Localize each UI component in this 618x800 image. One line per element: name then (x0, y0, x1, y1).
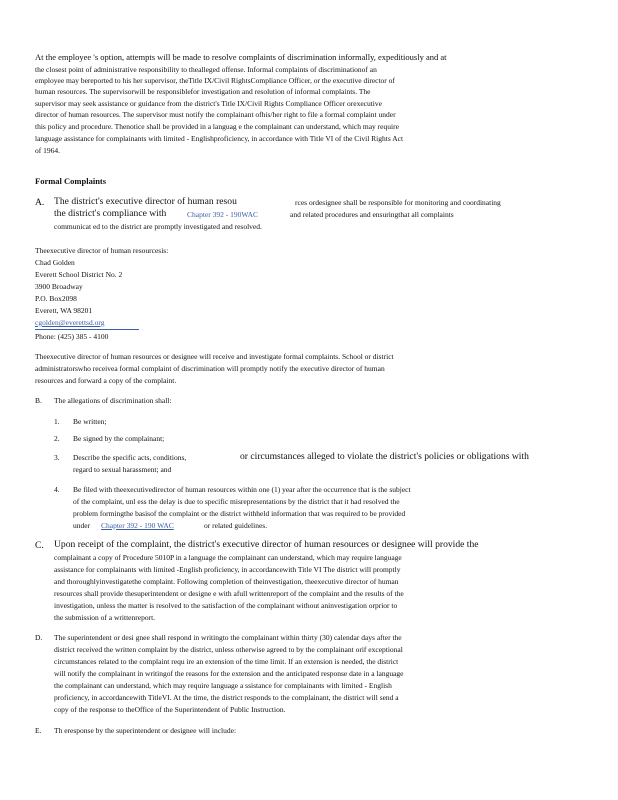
section-c-line: resources shall provide thesuperintendent or designe e with afull writtenreport of the complaint and the results of the (54, 589, 404, 598)
section-a-line2-small: and related procedures and ensuringthat all complaints (290, 210, 454, 219)
section-a-line1-small: rces ordesignee shall be responsible for monitoring and coordinating (295, 198, 501, 207)
chapter-link[interactable]: Chapter 392 - 190WAC (187, 210, 259, 219)
section-a-line1-big: The district's executive director of human resou (54, 196, 237, 207)
section-b-intro: The allegations of discrimination shall: (54, 396, 172, 405)
list-item-line: of the complaint, unl ess the delay is due to specific misrepresentations by the district that it had resolved the (73, 497, 400, 506)
section-d-line: district received the written complaint by the district, unless otherwise agreed to by the complainant orif exceptional (54, 645, 403, 654)
list-item-small: Describe the specific acts, conditions, (73, 453, 187, 462)
section-a-line3: communicat ed to the district are promptly investigated and resolved. (54, 222, 262, 231)
section-marker: E. (35, 726, 42, 735)
section-c-line: complainant a copy of Procedure 5010P in a language the complainant can understand, which may require language (54, 553, 402, 562)
contact-city: Everett, WA 98201 (35, 306, 93, 315)
list-item-line: or related guidelines. (204, 521, 268, 530)
contact-phone: Phone: (425) 385 - 4100 (35, 332, 109, 341)
section-d-line: proficiency, in accordancewith TitleVI. At the time, the district responds to the complainant, the district will send a (54, 693, 399, 702)
list-item-number: 3. (54, 453, 60, 462)
section-c-big: Upon receipt of the complaint, the district's executive director of human resources or designee will provide the (54, 539, 479, 550)
chapter-link[interactable]: Chapter 392 - 190 WAC (101, 521, 174, 530)
section-a-after-line: administratorswho receivea formal complaint of discrimination will promptly notify the executive director of human (35, 364, 385, 373)
list-item-number: 1. (54, 417, 60, 426)
section-c-line: the submission of a writtenreport. (54, 613, 156, 622)
formal-complaints-heading: Formal Complaints (35, 176, 107, 186)
section-d-line: copy of the response to theOffice of the Superintendent of Public Instruction. (54, 705, 286, 714)
list-item-cont: regard to sexual harassment; and (73, 465, 172, 474)
section-d-line: circumstances related to the complaint requ ire an extension of the time limit. If an extension is needed, the district (54, 657, 399, 666)
email-underline (35, 329, 139, 330)
section-marker: C. (35, 540, 44, 551)
list-item-line: problem formingthe basisof the complaint or the district withheld information that was required to be provided (73, 509, 406, 518)
section-a-after-line: Theexecutive director of human resources or designee will receive and investigate formal complaints. School or district (35, 352, 394, 361)
section-d-line: The superintendent or desi gnee shall respond in writingto the complainant within thirty (30) calendar days after the (54, 633, 402, 642)
list-item-big: or circumstances alleged to violate the district's policies or obligations with (240, 451, 529, 462)
intro-line: employee may bereported to his her supervisor, theTitle IX/Civil RightsCompliance Officer, or the executive director of (35, 76, 395, 85)
contact-label: Theexecutive director of human resourcesis: (35, 246, 169, 255)
intro-line: human resources. The supervisorwill be responsiblefor investigation and resolution of informal complaints. The (35, 87, 371, 96)
intro-line: this policy and procedure. Thenotice shall be provided in a languag e the complainant can understand, which may require (35, 122, 399, 131)
list-item: Be written; (73, 417, 107, 426)
section-c-line: assistance for complainants with limited -English proficiency, in accordancewith Title VI The district will promptly (54, 565, 401, 574)
list-item-number: 2. (54, 434, 60, 443)
section-d-line: will notify the complainant in writingof the reasons for the extension and the anticipated response date in a language (54, 669, 404, 678)
intro-line: supervisor may seek assistance or guidance from the district's Title IX/Civil Rights Compliance Officer orexecutive (35, 99, 382, 108)
intro-line: language assistance for complainants with limited - Englishproficiency, in accordance with Title VI of the Civil Rights Act (35, 134, 404, 143)
contact-name: Chad Golden (35, 258, 75, 267)
section-a-after-line: resources and forward a copy of the complaint. (35, 376, 177, 385)
contact-email-link[interactable]: cgolden@everettsd.org (35, 318, 105, 327)
section-d-line: the complainant can understand, which may require language a ssistance for complainants with limited - English (54, 681, 392, 690)
contact-street: 3900 Broadway (35, 282, 83, 291)
list-item-line: Be filed with theexecutivedirector of human resources within one (1) year after the occurrence that is the subject (73, 485, 411, 494)
section-marker: B. (35, 396, 42, 405)
contact-po: P.O. Box2098 (35, 294, 77, 303)
section-marker: A. (35, 197, 45, 208)
intro-line: the closest point of administrative responsibility to thealleged offense. Informal complaints of discriminationof an (35, 65, 377, 74)
list-item: Be signed by the complainant; (73, 434, 165, 443)
contact-org: Everett School District No. 2 (35, 270, 123, 279)
section-c-line: and thoroughlyinvestigatethe complaint. Following completion of theinvestigation, theexecutive director of human (54, 577, 399, 586)
section-marker: D. (35, 633, 43, 642)
section-a-line2-big: the district's compliance with (54, 208, 167, 219)
section-c-line: investigation, unless the matter is resolved to the satisfaction of the complainant without aninvestigation orprior to (54, 601, 398, 610)
list-item-line: under (73, 521, 91, 530)
intro-line: director of human resources. The supervisor must notify the complainant ofhis/her right to file a formal complaint under (35, 110, 396, 119)
section-e-text: Th eresponse by the superintendent or designee will include: (54, 726, 237, 735)
list-item-number: 4. (54, 485, 60, 494)
intro-line: of 1964. (35, 146, 60, 155)
intro-line: At the employee 's option, attempts will be made to resolve complaints of discrimination informally, expeditiously and at (35, 52, 447, 62)
